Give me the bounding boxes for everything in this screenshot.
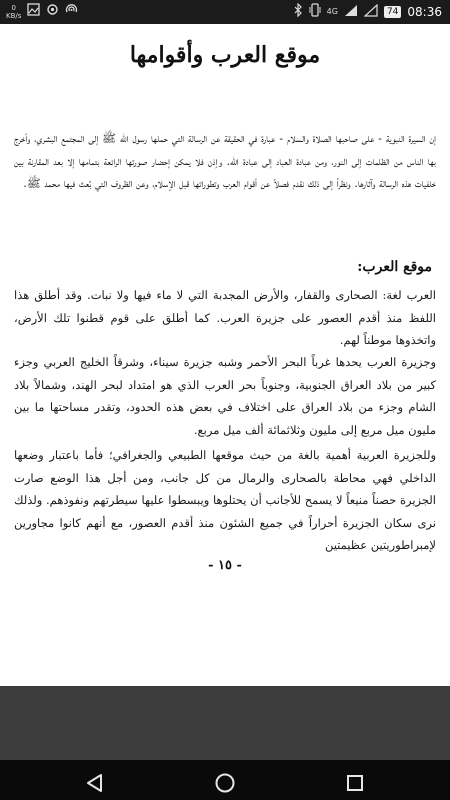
section-heading: موقع العرب:	[357, 259, 432, 275]
sync-icon	[46, 3, 59, 20]
document-page	[0, 24, 450, 686]
paragraph: إن السيرة النبوية - على صاحبها الصلاة والسلام - عبارة في الحقيقة عن الرسالة التي حملها رسول الله ﷺ إلى المجتمع البشري، وأخرج بها الناس من الظلمات إلى النور، ومن عبادة العباد إلى عبادة الله. وإذن فلا يمكن إحضار صورتها الرائعة بتمامها إلا بعد المقارنة بين خلفيات هذه الرسالة وآثارها. ونظراً إلى ذلك نقدم فصلاً عن أقوام العرب وتطوراتها قبل الإسلام، وعن الظروف التي بُعث فيها محمد ﷺ.	[14, 131, 436, 190]
paragraph: العرب لغة: الصحارى والقفار، والأرض المجدبة التي لا ماء فيها ولا نبات. وقد أطلق هذا اللفظ منذ أقدم العصور على جزيرة العرب. كما أطلق على قوم قطنوا تلك الأرض، واتخذوها موطناً لهم.	[14, 288, 436, 347]
signal-2-icon	[364, 4, 378, 21]
network-speed-unit: KB/s	[6, 11, 22, 20]
paragraph: وللجزيرة العربية أهمية بالغة من حيث موقعها الطبيعي والجغرافي؛ فأما باعتبار وضعها الداخلي فهي محاطة بالصحارى والرمال من كل جانب، ومن أجل هذا الوضع صارت الجزيرة حصناً منيعاً لا يسمح للأجانب أن يحتلوها ويبسطوا عليها سيطرتهم ونفوذهم. ولذلك نرى سكان الجزيرة أحراراً في جميع الشئون منذ أقدم العصور، مع أنهم كانوا مجاورين لإمبراطوريتين عظيمتين	[14, 448, 436, 552]
back-icon	[85, 773, 105, 793]
network-speed	[6, 4, 21, 20]
battery-indicator: 74	[384, 6, 401, 18]
paragraph: وجزيرة العرب يحدها غرباً البحر الأحمر وشبه جزيرة سيناء، وشرقاً الخليج العربي وجزء كبير من بلاد العراق الجنوبية، وجنوباً بحر العرب الذي هو امتداد لبحر الهند، وشمالاً بلاد الشام وجزء من بلاد العراق على اختلاف في بعض هذه الحدود، وتقدر مساحتها ما بين مليون ميل مربع إلى مليون وثلاثمائة ألف ميل مربع.	[14, 355, 436, 437]
bluetooth-icon	[293, 3, 303, 21]
network-type-label: 4G	[326, 7, 338, 16]
bottom-toolbar-area	[0, 686, 450, 760]
image-icon	[27, 3, 40, 20]
network-speed-value: 0	[11, 3, 16, 12]
status-bar-right	[293, 3, 442, 21]
hotspot-icon	[65, 3, 78, 20]
home-icon	[214, 772, 236, 794]
navigation-bar	[0, 686, 450, 800]
page-number: - ١٥ -	[208, 558, 242, 573]
page-title: موقع العرب وأقوامها	[129, 42, 321, 68]
vibrate-icon	[309, 3, 321, 21]
recents-icon	[345, 773, 365, 793]
recents-button[interactable]	[340, 768, 370, 798]
signal-icon	[344, 4, 358, 21]
back-button[interactable]	[80, 768, 110, 798]
clock: 08:36	[407, 5, 442, 19]
home-button[interactable]	[210, 768, 240, 798]
status-bar-left	[6, 3, 78, 20]
status-bar	[0, 0, 450, 24]
